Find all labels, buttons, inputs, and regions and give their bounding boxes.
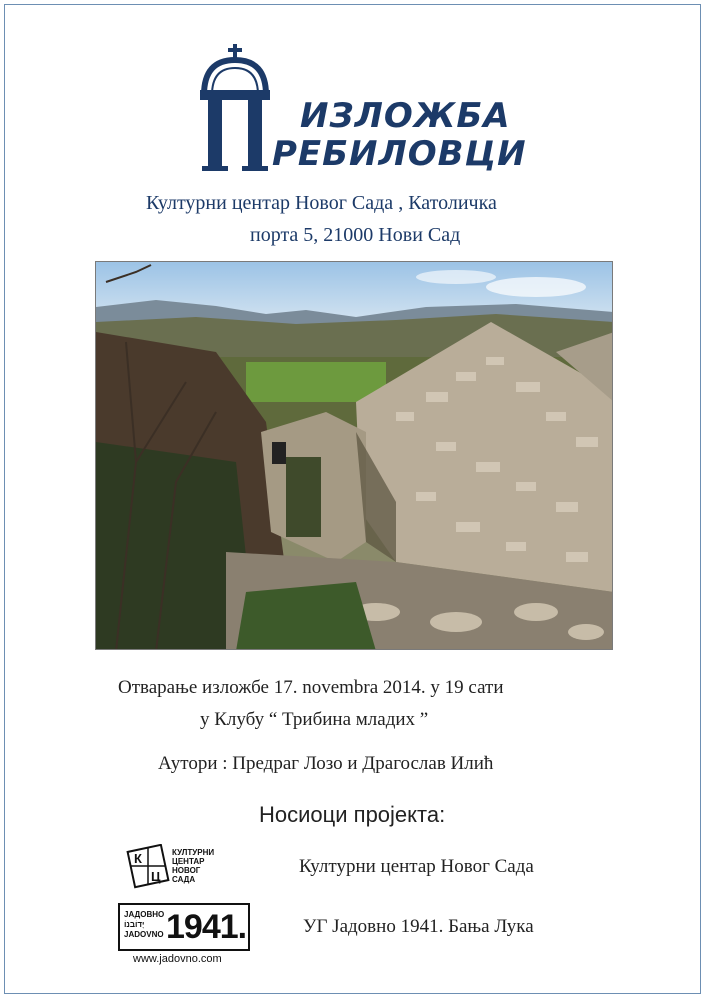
logo-word-exhibition: ИЗЛОЖБА [300, 96, 511, 136]
authors-line: Аутори : Предраг Лозо и Драгослав Илић [158, 753, 494, 774]
ruins-photo [95, 261, 613, 650]
venue-line-1: Културни центар Новог Сада , Католичка [146, 192, 497, 214]
jadovno-small-line: יָדוֹבנוֹ [124, 920, 145, 929]
jadovno-small-line: ЈАДОВНО [124, 910, 165, 919]
partner-2: УГ Јадовно 1941. Бања Лука [303, 916, 534, 937]
jadovno-year: 1941. [166, 908, 247, 946]
jadovno-small-line: JADOVNO [124, 930, 164, 939]
jadovno-url[interactable]: www.jadovno.com [133, 953, 222, 965]
kc-letter-c: Ц [151, 869, 161, 884]
partners-heading: Носиоци пројекта: [259, 802, 446, 827]
kc-letter-k: К [134, 851, 142, 866]
kulturni-centar-logo-text [172, 848, 214, 884]
partner-1: Културни центар Новог Сада [299, 856, 534, 877]
club-line: у Клубу “ Трибина младих ” [200, 709, 429, 730]
kc-line: ЦЕНТАР [172, 857, 205, 866]
kc-line: САДА [172, 875, 196, 884]
jadovno-logo [118, 903, 250, 951]
venue-line-2: порта 5, 21000 Нови Сад [250, 224, 461, 246]
kc-line: КУЛТУРНИ [172, 848, 215, 857]
jadovno-logo-small [124, 910, 164, 940]
kc-line: НОВОГ [172, 866, 201, 875]
opening-line: Отварање изложбе 17. novembra 2014. у 19 сати [118, 677, 504, 698]
logo-word-prebilovci: РЕБИЛОВЦИ [272, 134, 527, 174]
